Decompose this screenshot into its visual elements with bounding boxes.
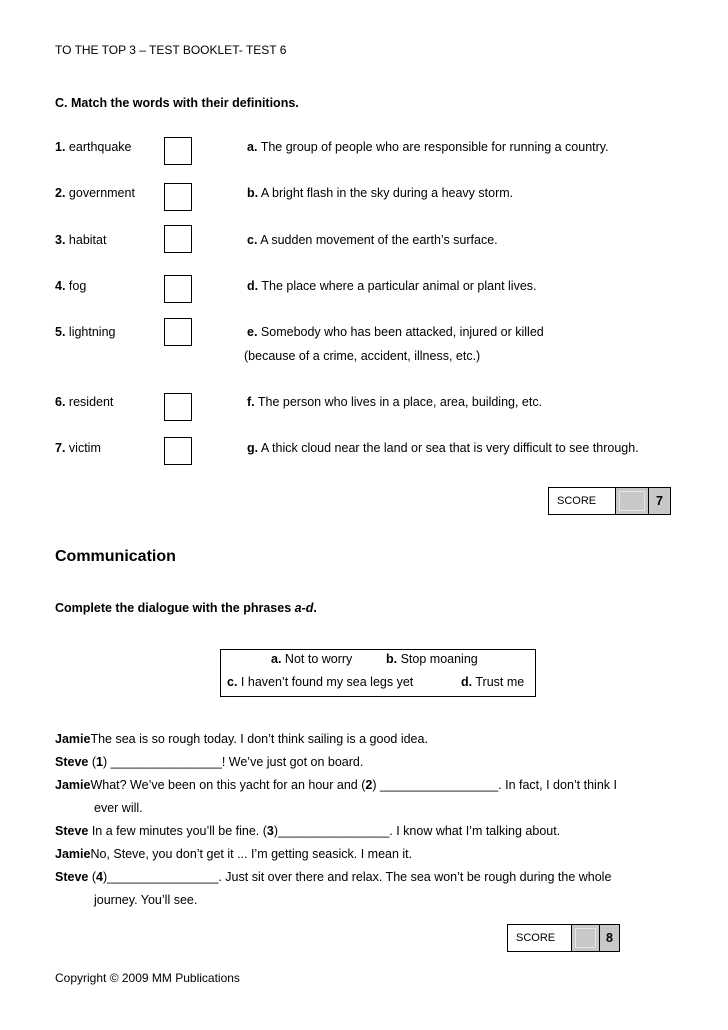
phrase-a: a. Not to worry [271,652,353,666]
score-total: 8 [600,925,619,951]
definition-item: f. The person who lives in a place, area, building, etc. [247,395,543,409]
definition-item: d. The place where a particular animal or plant lives. [247,279,537,293]
definition-item: c. A sudden movement of the earth’s surface. [247,233,498,247]
definition-item: e. Somebody who has been attacked, injured or killed [247,325,544,339]
word-item: 7. victim [55,441,101,455]
page-header: TO THE TOP 3 – TEST BOOKLET- TEST 6 [55,43,287,57]
word-item: 5. lightning [55,325,116,339]
answer-box-1[interactable] [164,137,192,165]
dialogue-line: JamieNo, Steve, you don’t get it ... I’m getting seasick. I mean it. [55,847,413,861]
dialogue-line: Steve In a few minutes you’ll be fine. (3)________________. I know what I’m talking about. [55,824,561,838]
definition-item: b. A bright flash in the sky during a heavy storm. [247,186,514,200]
score-input[interactable] [572,925,600,951]
score-total: 7 [649,488,670,514]
word-item: 3. habitat [55,233,107,247]
copyright-footer: Copyright © 2009 MM Publications [55,971,240,985]
dialogue-line: Steve (1) ________________! We’ve just got on board. [55,755,364,769]
phrase-d: d. Trust me [461,675,525,689]
dialogue-line: JamieThe sea is so rough today. I don’t think sailing is a good idea. [55,732,428,746]
dialogue-continuation: journey. You’ll see. [94,893,198,907]
answer-box-7[interactable] [164,437,192,465]
score-label: SCORE [549,488,616,514]
word-item: 4. fog [55,279,87,293]
definition-item: a. The group of people who are responsible for running a country. [247,140,609,154]
word-item: 6. resident [55,395,114,409]
instruction: Complete the dialogue with the phrases a-d. [55,601,317,615]
word-item: 2. government [55,186,135,200]
dialogue-line: Steve (4)________________. Just sit over there and relax. The sea won’t be rough during the whole [55,870,612,884]
dialogue-continuation: ever will. [94,801,143,815]
phrase-c: c. I haven’t found my sea legs yet [227,675,414,689]
score-box [548,487,671,515]
answer-box-3[interactable] [164,225,192,253]
score-input[interactable] [616,488,649,514]
definition-item: g. A thick cloud near the land or sea that is very difficult to see through. [247,441,639,455]
phrase-b: b. Stop moaning [386,652,478,666]
definition-continuation: (because of a crime, accident, illness, etc.) [244,349,481,363]
score-label: SCORE [508,925,572,951]
answer-box-5[interactable] [164,318,192,346]
section-c-title: C. Match the words with their definitions. [55,96,299,110]
answer-box-6[interactable] [164,393,192,421]
answer-box-2[interactable] [164,183,192,211]
answer-box-4[interactable] [164,275,192,303]
score-box [507,924,620,952]
section-heading: Communication [55,548,176,565]
word-item: 1. earthquake [55,140,132,154]
phrases-box [220,649,536,697]
dialogue-line: JamieWhat? We’ve been on this yacht for an hour and (2) _________________. In fact, I don’t think I [55,778,617,792]
